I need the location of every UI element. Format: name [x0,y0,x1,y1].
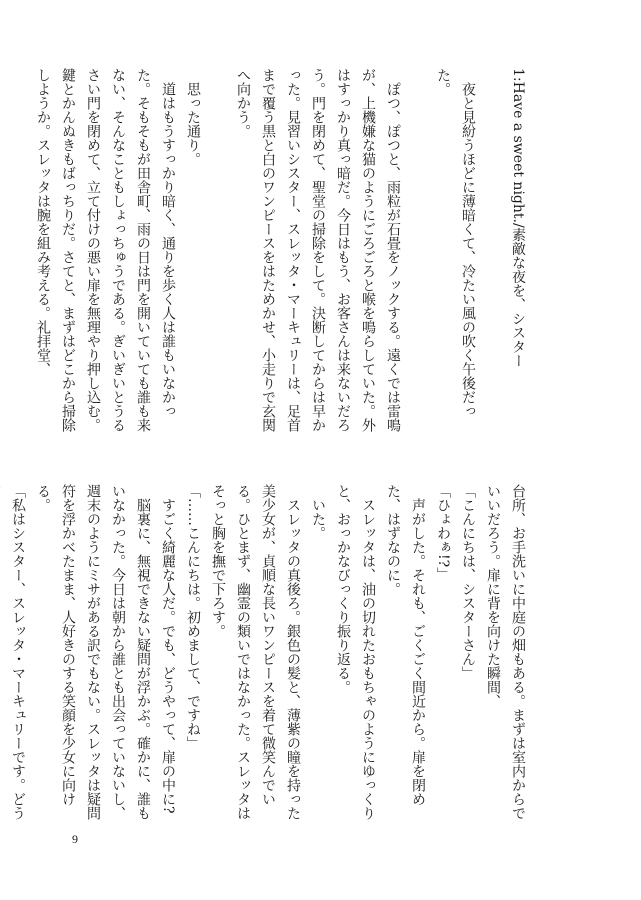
paragraph-spacer [405,68,430,69]
paragraph: いた。 [310,498,326,540]
paragraph: ぽつ、ぽつと、雨粒が石畳をノックする。遠くでは雷鳴が、上機嫌な猫のようにごろごろと喉を鳴らしていた。外はすっかり真っ暗だ。今日はもう、お客さんは来ないだろう。門を閉めて、聖堂の掃除をして。決断してからは早かった。見習いシスター、スレッタ・マーキュリーは、足首まで覆う黒と白のワンピースをはためかせ、小走りで玄関へ向かう。 [235,68,401,432]
dialogue: 「こんにちは、シスターさん」 [460,484,476,680]
paragraph: スレッタは、油の切れたおもちゃのようにゆっくりと、おっかなびっくり振り返る。 [335,484,376,820]
paragraph: 思った通り。 [185,82,201,166]
dialogue: 「私はシスター、スレッタ・マーキュリーです。どう [10,484,26,820]
paragraph: 声がした。それも、ごくごく間近から。扉を閉めた、はずなのに。 [385,484,426,806]
upper-text-block [35,68,530,440]
dialogue: 「ひょわぁ!?」 [435,484,451,582]
paragraph: 夜と見紛うほどに薄暗くて、冷たい風の吹く午後だった。 [435,68,476,418]
chapter-title: 1:Have a sweet night./素敵な夜を、シスター [510,68,526,368]
paragraph: 道はもうすっかり暗く、通りを歩く人は誰もいなかった。そもそもが田舎町、雨の日は門を開いていても誰も来ない、そんなこともしょっちゅうである。ぎいぎいとうるさい門を閉めて、立て付けの悪い扉を無理やり押し込む。鍵とかんぬきもばっちりだ。さてと、まずはどこから掃除しようか。スレッタは腕を組み考える。礼拝堂、 [35,68,176,432]
page-number: 9 [72,832,78,846]
paragraph-spacer [205,68,230,69]
paragraph: すごく綺麗な人だ。でも、どうやって、扉の中に? [160,498,176,814]
paragraph: 台所、お手洗いに中庭の畑もある。まずは室内からでいいだろう。扉に背を向けた瞬間、 [485,484,526,820]
title-spacer [480,68,505,69]
lower-text-block [10,484,530,820]
dialogue: 「……こんにちは。初めまして、ですね」 [185,484,201,750]
paragraph: スレッタの真後ろ。銀色の髪と、薄紫の瞳を持った美少女が、貞順な長いワンピースを着て微笑んでいる。ひとまず、幽霊の類いではなかった。スレッタはそっと胸を撫で下ろす。 [210,484,301,820]
paragraph: 脳裏に、無視できない疑問が浮かぶ。確かに、誰もいなかった。今日は朝から誰とも出会っていないし、週末のようにミサがある訳でもない。スレッタは疑問符を浮かべたまま、人好きのする笑顔を少女に向ける。 [35,484,151,820]
